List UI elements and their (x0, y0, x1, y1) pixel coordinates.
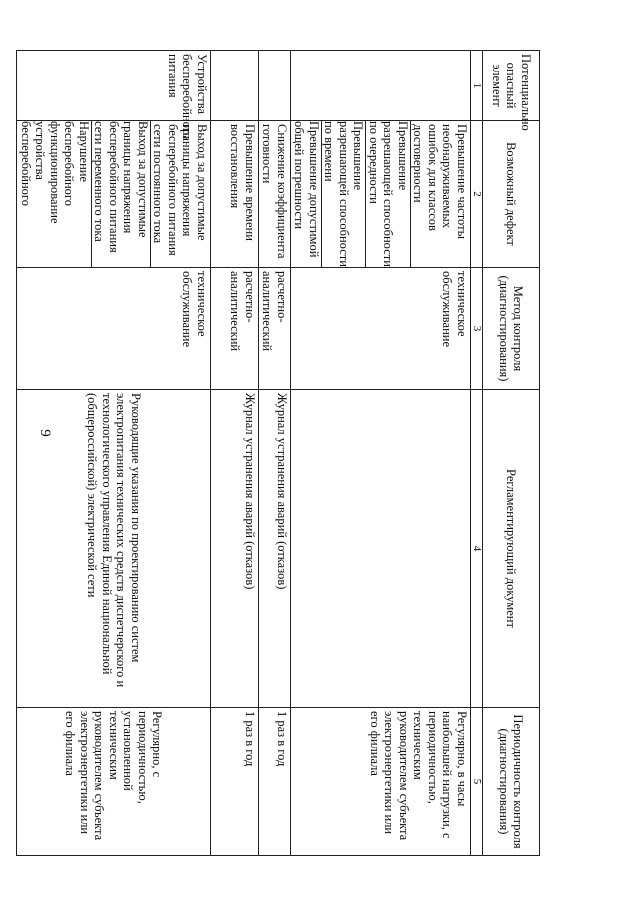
element-cell (211, 51, 259, 121)
column-number: 5 (471, 708, 483, 856)
table-row (291, 51, 471, 856)
defect-cell (291, 121, 471, 268)
table-row (17, 51, 211, 856)
header-document: Регламентирующий документ (483, 390, 540, 708)
column-number: 4 (471, 390, 483, 708)
method-cell: расчетно-аналитический (259, 268, 291, 390)
defect-item: Выход за допустимые границы напряжения бесперебойного питания сети переменного тока (92, 121, 151, 267)
period-cell: 1 раз в год (211, 708, 259, 856)
column-number-row (471, 51, 483, 856)
page-number: 9 (37, 429, 53, 437)
defect-item: Превышение разрешающей способности по очередности (367, 121, 410, 267)
document-cell (291, 390, 471, 708)
document-cell: Журнал устранения аварий (отказов) (211, 390, 259, 708)
element-cell (291, 51, 471, 121)
header-period: Периодичность контроля (диагностирования) (483, 708, 540, 856)
document-cell: Журнал устранения аварий (отказов) (259, 390, 291, 708)
defect-cell: Снижение коэффициента готовности (259, 121, 291, 268)
defect-item: Превышение частоты необнаруживаемых ошибок для классов достоверности (411, 124, 469, 239)
header-element: Потенциально опасный элемент (483, 51, 540, 121)
defect-item: Выход за допустимые границы напряжения бесперебойного питания сети постоянного тока (151, 124, 209, 256)
table-row (211, 51, 259, 856)
defect-cell: Превышение времени восстановления (211, 121, 259, 268)
column-number: 1 (471, 51, 483, 121)
header-defect: Возможный дефект (483, 121, 540, 268)
element-cell: Устройства бесперебойного питания (17, 51, 211, 121)
column-number: 3 (471, 268, 483, 390)
element-cell (259, 51, 291, 121)
header-row (483, 51, 540, 856)
defect-item: Превышение разрешающей способности по времени (322, 121, 366, 267)
period-cell: 1 раз в год (259, 708, 291, 856)
method-cell: техническое обслуживание (291, 268, 471, 390)
defects-table-rotated (19, 50, 540, 855)
defect-item: Превышение допустимой общей погрешности (292, 121, 322, 267)
method-cell: техническое обслуживание (17, 268, 211, 390)
defects-table (17, 50, 541, 856)
header-method: Метод контроля (диагностирования) (483, 268, 540, 390)
method-cell: расчетно-аналитический (211, 268, 259, 390)
table-row (259, 51, 291, 856)
defect-item: Нарушение бесперебойного функционирование устройства бесперебойного (19, 121, 93, 267)
document-cell: Руководящие указания по проектированию систем электропитания технических средств диспетчерского и технологического управления Единой национальной (общероссийской) электрической сети (17, 390, 211, 708)
period-cell: Регулярно, с периодичностью, установленной техническим руководителем субъекта электроэнергетики или его филиала (17, 708, 211, 856)
defect-cell (17, 121, 211, 268)
period-cell: Регулярно, в часы наибольшей нагрузки, с периодичностью, техническим руководителем субъекта электроэнергетики или его филиала (291, 708, 471, 856)
column-number: 2 (471, 121, 483, 268)
